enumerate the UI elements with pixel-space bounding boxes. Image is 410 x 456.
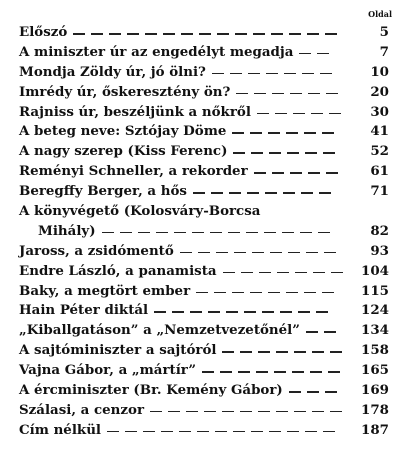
leader-dash	[199, 33, 211, 35]
toc-entry-title: Vajna Gábor, a „mártír”	[19, 362, 197, 379]
leader-dash	[307, 33, 319, 35]
leader-dash	[253, 33, 265, 35]
leader-dash	[91, 33, 103, 35]
leader-dash	[272, 172, 284, 174]
toc-entry-page-number: 178	[361, 401, 389, 418]
toc-entry-continuation	[19, 222, 389, 242]
leader-dash	[210, 232, 222, 234]
leader-dash	[241, 272, 253, 274]
leader-dash	[272, 93, 284, 95]
toc-entry	[19, 23, 389, 43]
leader-dash	[286, 132, 298, 134]
leader-dash	[269, 431, 281, 433]
leader-dash	[102, 232, 114, 234]
leader-dash	[150, 411, 162, 413]
leader-dash	[204, 411, 216, 413]
leader-dash	[161, 431, 173, 433]
leader-dash	[323, 431, 335, 433]
toc-entry-title: A könyvégető (Kolosváry-Borcsa	[19, 203, 261, 220]
toc-entry-title: A nagy szerep (Kiss Ferenc)	[19, 143, 228, 160]
leader-dash	[293, 113, 305, 115]
toc-entry	[19, 63, 389, 83]
leader-dash	[217, 33, 229, 35]
toc-entry-page-number: 30	[370, 103, 389, 120]
leader-dash	[268, 132, 280, 134]
leader-dash	[238, 371, 250, 373]
leader-dash	[222, 351, 234, 353]
toc-entry	[19, 142, 389, 162]
leader-dash	[326, 93, 338, 95]
toc-list	[19, 23, 389, 441]
leader-dash	[180, 252, 192, 254]
toc-entry-title-continuation: Mihály)	[38, 222, 96, 239]
toc-entry	[19, 341, 389, 361]
leader-dash	[214, 292, 226, 294]
leader-dash	[313, 272, 325, 274]
leader-dash	[202, 371, 214, 373]
leader-dash	[268, 292, 280, 294]
leader-dash	[302, 73, 314, 75]
leader-dash	[248, 73, 260, 75]
leader-dash	[229, 192, 241, 194]
leader-dash	[127, 33, 139, 35]
leader-dash	[288, 252, 300, 254]
leader-dash	[258, 411, 270, 413]
leader-dash	[256, 371, 268, 373]
leader-dash	[220, 371, 232, 373]
toc-entry-page-number: 104	[361, 262, 389, 279]
toc-entry	[19, 381, 389, 401]
toc-entry-page-number: 7	[379, 43, 389, 60]
toc-entry-title: Előszó	[19, 24, 68, 40]
toc-entry	[19, 182, 389, 202]
leader-dash	[232, 292, 244, 294]
leader-dash	[266, 73, 278, 75]
leader-dash	[234, 252, 246, 254]
leader-dash	[252, 252, 264, 254]
leader-dash	[270, 252, 282, 254]
leader-dash	[73, 33, 85, 35]
page-column-header: Oldal	[368, 9, 392, 19]
toc-entry-page-number: 41	[370, 123, 389, 140]
leader-dash	[283, 192, 295, 194]
leader-dash	[304, 132, 316, 134]
leader-dash	[304, 292, 316, 294]
leader-dash	[244, 311, 256, 313]
leader-dash	[186, 411, 198, 413]
leader-dash	[284, 73, 296, 75]
toc-entry	[19, 321, 389, 341]
leader-dash	[308, 93, 320, 95]
leader-dash	[306, 331, 318, 333]
toc-entry-page-number: 165	[361, 362, 389, 379]
leader-dash	[325, 33, 337, 35]
leader-dash	[235, 33, 247, 35]
toc-entry-title: A miniszter úr az engedélyt megadja	[19, 43, 294, 60]
toc-entry-page-number: 115	[361, 282, 389, 299]
leader-dash	[329, 113, 341, 115]
leader-dash	[292, 371, 304, 373]
leader-dash	[290, 172, 302, 174]
leader-dash	[326, 172, 338, 174]
leader-dash	[299, 53, 311, 55]
leader-dash	[298, 311, 310, 313]
toc-entry	[19, 242, 389, 262]
toc-entry-title: Imrédy úr, őskeresztény ön?	[19, 83, 231, 100]
toc-entry	[19, 202, 389, 222]
toc-entry-page-number: 5	[379, 24, 389, 40]
toc-entry-page-number: 82	[370, 222, 389, 239]
leader-dash	[300, 232, 312, 234]
toc-entry-title: A sajtóminiszter a sajtóról	[19, 342, 217, 359]
toc-entry-title: Jaross, a zsidómentő	[19, 242, 174, 259]
leader-dash	[269, 152, 281, 154]
leader-dash	[156, 232, 168, 234]
leader-dash	[322, 132, 334, 134]
leader-dash	[181, 33, 193, 35]
toc-entry-page-number: 20	[370, 83, 389, 100]
leader-dash	[330, 411, 342, 413]
leader-dash	[107, 431, 119, 433]
leader-dash	[233, 431, 245, 433]
leader-dash	[305, 152, 317, 154]
leader-dash	[287, 152, 299, 154]
leader-dash	[322, 292, 334, 294]
leader-dash	[208, 311, 220, 313]
toc-entry-page-number: 71	[370, 183, 389, 200]
leader-dash	[294, 411, 306, 413]
toc-entry	[19, 83, 389, 103]
leader-dash	[179, 431, 191, 433]
leader-dash	[250, 132, 262, 134]
toc-entry-page-number: 187	[361, 421, 389, 438]
leader-dash	[271, 33, 283, 35]
toc-entry-title: Endre László, a panamista	[19, 262, 217, 279]
toc-entry-title: Szálasi, a cenzor	[19, 401, 145, 418]
toc-entry	[19, 421, 389, 441]
leader-dash	[290, 93, 302, 95]
leader-dash	[289, 33, 301, 35]
toc-entry-page-number: 158	[361, 342, 389, 359]
leader-dash	[295, 272, 307, 274]
leader-dash	[192, 232, 204, 234]
toc-entry-title: Cím nélkül	[19, 421, 102, 438]
leader-dash	[168, 411, 180, 413]
leader-dash	[222, 411, 234, 413]
leader-dash	[212, 73, 224, 75]
leader-dash	[154, 311, 166, 313]
toc-entry-page-number: 169	[361, 382, 389, 399]
toc-entry	[19, 162, 389, 182]
leader-dash	[196, 292, 208, 294]
leader-dash	[172, 311, 184, 313]
leader-dash	[306, 252, 318, 254]
leader-dash	[305, 431, 317, 433]
leader-dash	[277, 272, 289, 274]
leader-dash	[257, 113, 269, 115]
toc-entry-title: Rajniss úr, beszéljünk a nőkről	[19, 103, 251, 120]
leader-dash	[211, 192, 223, 194]
leader-dash	[287, 431, 299, 433]
leader-dash	[264, 232, 276, 234]
leader-dash	[216, 252, 228, 254]
leader-dash	[324, 331, 336, 333]
leader-dash	[331, 272, 343, 274]
toc-entry-title: Reményi Schneller, a rekorder	[19, 163, 248, 180]
leader-dash	[294, 351, 306, 353]
toc-entry-page-number: 10	[370, 63, 389, 80]
leader-dash	[318, 232, 330, 234]
leader-dash	[240, 411, 252, 413]
leader-dash	[325, 391, 337, 393]
leader-dash	[190, 311, 202, 313]
leader-dash	[282, 232, 294, 234]
leader-dash	[236, 93, 248, 95]
toc-entry-page-number: 124	[361, 302, 389, 319]
leader-dash	[193, 192, 205, 194]
leader-dash	[311, 113, 323, 115]
toc-entry-title: Mondja Zöldy úr, jó ölni?	[19, 63, 206, 80]
leader-dash	[276, 351, 288, 353]
leader-dash	[250, 292, 262, 294]
leader-dash	[317, 53, 329, 55]
toc-entry-page-number: 52	[370, 143, 389, 160]
leader-dash	[232, 132, 244, 134]
leader-dash	[120, 232, 132, 234]
leader-dash	[280, 311, 292, 313]
leader-dash	[247, 192, 259, 194]
toc-entry	[19, 401, 389, 421]
leader-dash	[307, 391, 319, 393]
leader-dash	[276, 411, 288, 413]
leader-dash	[301, 192, 313, 194]
leader-dash	[312, 351, 324, 353]
leader-dash	[265, 192, 277, 194]
leader-dash	[145, 33, 157, 35]
leader-dash	[109, 33, 121, 35]
leader-dash	[254, 172, 266, 174]
leader-dash	[328, 371, 340, 373]
toc-entry-title: „Kiballgatáson” a „Nemzetvezetőnél”	[19, 322, 300, 339]
leader-dash	[246, 232, 258, 234]
toc-entry-title: Beregffy Berger, a hős	[19, 183, 187, 200]
leader-dash	[228, 232, 240, 234]
toc-entry	[19, 301, 389, 321]
toc-entry-page-number: 134	[361, 322, 389, 339]
toc-entry-title: A beteg neve: Sztójay Döme	[19, 123, 227, 140]
leader-dash	[289, 391, 301, 393]
leader-dash	[275, 113, 287, 115]
toc-entry	[19, 103, 389, 123]
leader-dash	[323, 152, 335, 154]
leader-dash	[330, 351, 342, 353]
leader-dash	[143, 431, 155, 433]
leader-dash	[198, 252, 210, 254]
leader-dash	[197, 431, 209, 433]
leader-dash	[308, 172, 320, 174]
toc-entry-page-number: 61	[370, 163, 389, 180]
toc-entry	[19, 43, 389, 63]
toc-entry-title: Baky, a megtört ember	[19, 282, 191, 299]
leader-dash	[286, 292, 298, 294]
leader-dash	[230, 73, 242, 75]
leader-dash	[174, 232, 186, 234]
toc-entry	[19, 262, 389, 282]
leader-dash	[251, 431, 263, 433]
leader-dash	[215, 431, 227, 433]
leader-dash	[226, 311, 238, 313]
toc-entry	[19, 282, 389, 302]
leader-dash	[233, 152, 245, 154]
leader-dash	[251, 152, 263, 154]
leader-dash	[163, 33, 175, 35]
leader-dash	[259, 272, 271, 274]
leader-dash	[320, 73, 332, 75]
leader-dash	[125, 431, 137, 433]
leader-dash	[324, 252, 336, 254]
toc-entry	[19, 361, 389, 381]
leader-dash	[319, 192, 331, 194]
leader-dash	[138, 232, 150, 234]
leader-dash	[240, 351, 252, 353]
toc-entry-title: A ércminiszter (Br. Kemény Gábor)	[19, 382, 283, 399]
toc-entry	[19, 122, 389, 142]
leader-dash	[274, 371, 286, 373]
leader-dash	[258, 351, 270, 353]
leader-dash	[310, 371, 322, 373]
leader-dash	[316, 311, 328, 313]
leader-dash	[223, 272, 235, 274]
leader-dash	[312, 411, 324, 413]
leader-dash	[254, 93, 266, 95]
toc-entry-page-number: 93	[370, 242, 389, 259]
toc-entry-title: Hain Péter diktál	[19, 302, 149, 319]
leader-dash	[262, 311, 274, 313]
